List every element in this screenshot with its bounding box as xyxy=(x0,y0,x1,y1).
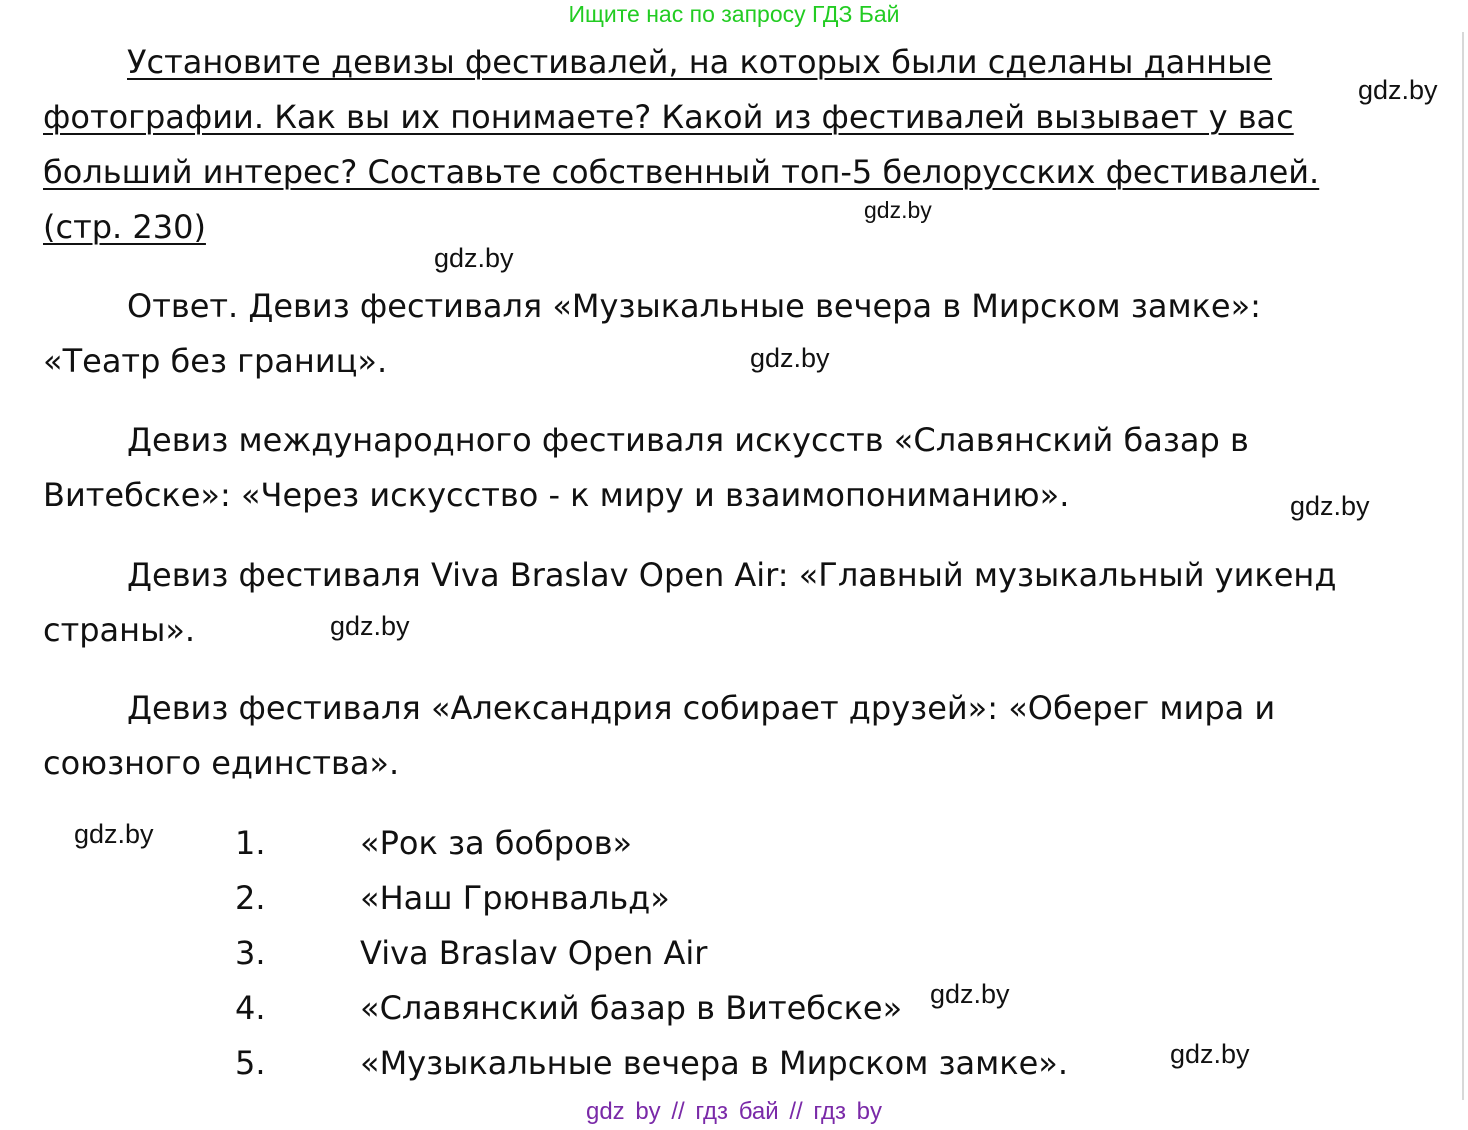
task-line-1: Установите девизы фестивалей, на которых были сделаны данные xyxy=(127,43,1273,81)
watermark: gdz.by xyxy=(930,979,1010,1009)
list-item-number: 5. xyxy=(235,1044,266,1082)
answer-p1-line-1: Ответ. Девиз фестиваля «Музыкальные вечера в Мирском замке»: xyxy=(127,287,1261,325)
watermark: gdz.by xyxy=(1290,491,1370,521)
answer-p3-line-1: Девиз фестиваля Viva Braslav Open Air: «Главный музыкальный уикенд xyxy=(127,556,1337,594)
watermark: gdz.by xyxy=(1170,1039,1250,1069)
list-item-number: 1. xyxy=(235,824,266,862)
watermark: gdz.by xyxy=(1358,75,1438,105)
task-line-4: (стр. 230) xyxy=(43,208,206,246)
top-banner: Ищите нас по запросу ГДЗ Бай xyxy=(568,1,900,27)
list-item-title: «Рок за бобров» xyxy=(360,824,633,862)
answer-p3-line-2: страны». xyxy=(43,611,196,649)
answer-p4-line-1: Девиз фестиваля «Александрия собирает друзей»: «Оберег мира и xyxy=(127,689,1276,727)
list-item-number: 2. xyxy=(235,879,266,917)
footer-links: gdz by // гдз бай // гдз by xyxy=(585,1098,883,1125)
watermark: gdz.by xyxy=(750,343,830,373)
list-item-title: Viva Braslav Open Air xyxy=(360,934,708,972)
answer-p4-line-2: союзного единства». xyxy=(43,744,400,782)
answer-p2-line-1: Девиз международного фестиваля искусств «Славянский базар в xyxy=(127,421,1249,459)
answer-p2-line-2: Витебске»: «Через искусство - к миру и взаимопониманию». xyxy=(43,476,1070,514)
list-item-title: «Наш Грюнвальд» xyxy=(360,879,670,917)
list-item-title: «Славянский базар в Витебске» xyxy=(360,989,903,1027)
task-line-2: фотографии. Как вы их понимаете? Какой из фестивалей вызывает у вас xyxy=(43,98,1294,136)
right-divider xyxy=(1462,32,1464,1100)
answer-p1-line-2: «Театр без границ». xyxy=(43,342,388,380)
list-item-number: 4. xyxy=(235,989,266,1027)
list-item-number: 3. xyxy=(235,934,266,972)
watermark: gdz.by xyxy=(434,243,514,273)
watermark: gdz.by xyxy=(864,197,932,223)
watermark: gdz.by xyxy=(74,819,154,849)
watermark: gdz.by xyxy=(330,611,410,641)
task-line-3: больший интерес? Составьте собственный топ-5 белорусских фестивалей. xyxy=(43,153,1320,191)
list-item-title: «Музыкальные вечера в Мирском замке». xyxy=(360,1044,1069,1082)
